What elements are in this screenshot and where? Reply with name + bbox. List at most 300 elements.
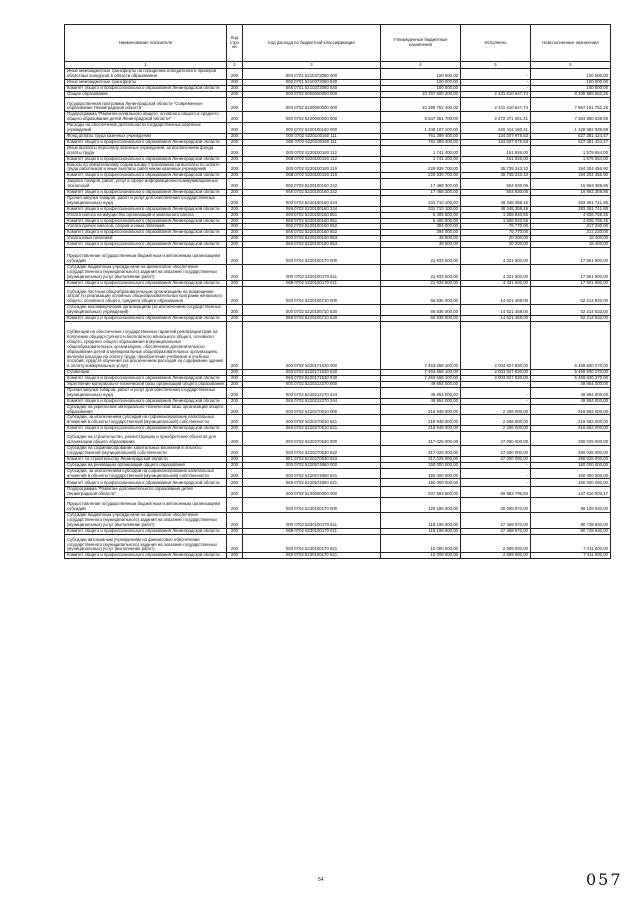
row-budget-code: 068 0702 5220212270 244 — [243, 398, 381, 404]
row-approved: 6 405 600,00 — [381, 218, 461, 224]
row-name: Иные межбюджетные трансферты — [65, 79, 227, 85]
row-approved: 150 000 000,00 — [381, 468, 461, 479]
row-line-code: 200 — [227, 305, 243, 316]
row-executed: 2 589 000,00 — [461, 553, 531, 559]
row-budget-code: 000 0702 5220106710 000 — [243, 286, 381, 305]
row-line-code: 200 — [227, 264, 243, 280]
row-approved: 38 600,00 — [381, 242, 461, 248]
row-remaining: 49 954 000,00 — [531, 398, 611, 404]
row-executed: 2 431 610 647,74 — [461, 97, 531, 112]
row-approved: 38 600,00 — [381, 236, 461, 242]
row-budget-code: 000 0702 5220212270 244 — [243, 387, 381, 398]
row-line-code: 200 — [227, 69, 243, 80]
row-executed: - — [461, 468, 531, 479]
row-name: Комитет общего и профессионального образования Ленинградской области — [65, 206, 227, 212]
row-budget-code: 000 0702 5220100160 111 — [243, 133, 381, 139]
row-budget-code: 000 0702 5220100160 851 — [243, 212, 381, 218]
row-remaining: 17 501 900,00 — [531, 264, 611, 280]
row-line-code: 200 — [227, 112, 243, 123]
row-budget-code: 068 0702 5220100160 853 — [243, 242, 381, 248]
row-name: Субсидии частным общеобразовательным организациям на возмещение затрат по реализации основных общеобразовательных программ начального общего, основного общего, среднего общего образования — [65, 286, 227, 305]
row-name: Комитет общего и профессионального образования Ленинградской области — [65, 218, 227, 224]
row-remaining: 7 364 890 638,59 — [531, 112, 611, 123]
row-approved: 118 198 600,00 — [381, 512, 461, 528]
row-approved: 1 741 400,00 — [381, 145, 461, 156]
row-executed: - — [461, 398, 531, 404]
table-row — [65, 446, 611, 457]
header-budget-code: Код расхода по бюджетной классификации — [243, 25, 381, 62]
row-budget-code: 068 0702 5220100160 242 — [243, 190, 381, 196]
row-executed: 48 348 358,15 — [461, 206, 531, 212]
row-executed: 2 589 000,00 — [461, 534, 531, 553]
row-approved: 49 954 000,00 — [381, 398, 461, 404]
row-remaining: 5 459 830 270,00 — [531, 376, 611, 382]
row-approved: 761 389 400,00 — [381, 139, 461, 145]
row-line-code: 200 — [227, 498, 243, 513]
row-approved: 66 836 000,00 — [381, 286, 461, 305]
row-remaining: 52 214 532,00 — [531, 286, 611, 305]
row-name: Комитет общего и профессионального образования Ленинградской области — [65, 173, 227, 179]
row-name: Фонд оплаты труда казенных учреждений — [65, 133, 227, 139]
page-number: 54 — [318, 877, 324, 883]
row-name: Субвенции — [65, 370, 227, 376]
row-approved: 150 000 000,00 — [381, 479, 461, 487]
row-name: Комитет общего и профессионального образования Ленинградской области — [65, 553, 227, 559]
row-executed: 20 200,00 — [461, 242, 531, 248]
row-budget-code: 000 0702 5230100170 621 — [243, 534, 381, 553]
row-budget-code: 981 0702 5220270630 522 — [243, 456, 381, 462]
row-budget-code: 000 0702 5220270610 000 — [243, 404, 381, 415]
table-row — [65, 123, 611, 134]
row-budget-code: 000 0701 5210372060 540 — [243, 79, 381, 85]
row-remaining: 90 728 630,00 — [531, 512, 611, 528]
row-executed: 27 000 000,00 — [461, 446, 531, 457]
row-executed: - — [461, 462, 531, 468]
row-approved: 21 833 500,00 — [381, 280, 461, 286]
row-remaining: 7 411 000,00 — [531, 534, 611, 553]
row-line-code: 200 — [227, 206, 243, 212]
table-row — [65, 97, 611, 112]
row-executed: 2 266 000,00 — [461, 415, 531, 426]
row-line-code: 200 — [227, 370, 243, 376]
row-approved: 317 025 000,00 — [381, 432, 461, 446]
row-executed: 2 266 000,00 — [461, 426, 531, 432]
table-row — [65, 145, 611, 156]
row-name: Субсидии на софинансирование капитальных вложений в объекты государственной (муниципальной) собственности — [65, 446, 227, 457]
row-executed: 76 770,00 — [461, 224, 531, 230]
row-budget-code: 000 0701 5210372060 000 — [243, 69, 381, 80]
row-name: Субсидии бюджетным учреждениям на финансовое обеспечение государственного (муниципального) задания на оказание государственных (муниципальных) услуг (выполнение работ) — [65, 512, 227, 528]
row-remaining: 150 000 000,00 — [531, 468, 611, 479]
row-approved: 207 593 800,00 — [381, 487, 461, 498]
row-budget-code: 000 0702 5220106710 630 — [243, 305, 381, 316]
row-name: Субсидии некоммерческим организациям (за исключением государственных (муниципальных) учреждений) — [65, 305, 227, 316]
table-row — [65, 479, 611, 487]
row-remaining: 100 000,00 — [531, 85, 611, 91]
row-name: Комитет общего и профессионального образования Ленинградской области — [65, 242, 227, 248]
row-executed: 2 272 471 061,41 — [461, 112, 531, 123]
row-approved: 21 833 500,00 — [381, 264, 461, 280]
row-budget-code: 068 0702 5220270610 521 — [243, 426, 381, 432]
row-remaining: 18 400,00 — [531, 236, 611, 242]
row-approved: 100 000,00 — [381, 69, 461, 80]
row-line-code: 200 — [227, 97, 243, 112]
row-name: Комитет по строительству Ленинградской области — [65, 456, 227, 462]
column-number: 5 — [461, 62, 531, 69]
table-row — [65, 112, 611, 123]
row-name: Комитет общего и профессионального образования Ленинградской области — [65, 156, 227, 162]
row-name: Комитет общего и профессионального образования Ленинградской области — [65, 190, 227, 196]
row-budget-code: 068 0702 5220100170 611 — [243, 280, 381, 286]
row-remaining: 147 610 003,17 — [531, 487, 611, 498]
row-remaining: 317 230,00 — [531, 224, 611, 230]
row-remaining: 1 579 554,00 — [531, 156, 611, 162]
row-line-code: 200 — [227, 236, 243, 242]
row-name: Комитет общего и профессионального образования Ленинградской области — [65, 230, 227, 236]
row-line-code: 200 — [227, 212, 243, 218]
row-name: Субсидии на строительство, реконструкцию и приобретение объектов для организации общего образования — [65, 432, 227, 446]
row-remaining: 49 954 000,00 — [531, 382, 611, 388]
row-remaining: 150 000 000,00 — [531, 479, 611, 487]
row-approved: 317 025 000,00 — [381, 446, 461, 457]
row-executed: 2 266 000,00 — [461, 404, 531, 415]
row-executed: 220 424 160,41 — [461, 123, 531, 134]
table-row — [65, 415, 611, 426]
row-approved: 218 948 000,00 — [381, 404, 461, 415]
row-budget-code: 068 0702 5220171530 530 — [243, 376, 381, 382]
row-executed: 76 770,00 — [461, 230, 531, 236]
row-name: Комитет общего и профессионального образования Ленинградской области — [65, 376, 227, 382]
row-line-code: 200 — [227, 91, 243, 97]
row-line-code: 200 — [227, 376, 243, 382]
row-budget-code: 068 0702 5220100160 852 — [243, 230, 381, 236]
row-executed: 27 469 970,00 — [461, 512, 531, 528]
row-budget-code: 000 0702 5220574860 521 — [243, 468, 381, 479]
row-budget-code: 000 0702 5220270630 000 — [243, 432, 381, 446]
row-executed: 20 200,00 — [461, 236, 531, 242]
row-name: Подпрограмма "Развитие дополнительного образования детей Ленинградской области" — [65, 487, 227, 498]
row-executed: - — [461, 382, 531, 388]
row-name: Субсидии на укрепление материально-технической базы организаций общего образования — [65, 404, 227, 415]
row-budget-code: 000 0702 5220171530 530 — [243, 370, 381, 376]
row-line-code: 200 — [227, 156, 243, 162]
row-approved: 761 389 400,00 — [381, 133, 461, 139]
row-line-code: 200 — [227, 162, 243, 173]
row-remaining: 18 400,00 — [531, 242, 611, 248]
row-name: Уплата прочих налогов, сборов и иных платежей — [65, 224, 227, 230]
row-remaining: 17 501 900,00 — [531, 280, 611, 286]
row-approved: 10 000 000,00 — [381, 534, 461, 553]
row-remaining: 150 000 000,00 — [531, 462, 611, 468]
row-line-code: 200 — [227, 179, 243, 190]
row-executed: 27 000 000,00 — [461, 456, 531, 462]
row-executed: 2 003 827 830,00 — [461, 370, 531, 376]
column-number-row — [65, 62, 611, 69]
row-approved: 317 025 000,00 — [381, 456, 461, 462]
table-row — [65, 387, 611, 398]
row-approved: 49 954 000,00 — [381, 387, 461, 398]
row-name: Закупка товаров, работ, услуг в сфере информационно-коммуникационных технологий — [65, 179, 227, 190]
row-approved: 7 463 658 100,00 — [381, 376, 461, 382]
row-name: Комитет общего и профессионального образования Ленинградской области — [65, 398, 227, 404]
row-budget-code: 000 0702 5220100160 000 — [243, 123, 381, 134]
row-line-code: 200 — [227, 446, 243, 457]
table-row — [65, 404, 611, 415]
row-executed: - — [461, 387, 531, 398]
row-remaining: 16 963 369,95 — [531, 179, 611, 190]
row-remaining: 216 682 000,00 — [531, 426, 611, 432]
row-name: Субсидии автономным учреждениям на финансовое обеспечение государственного (муниципального) задания на оказание государственных (муниципальных) услуг (выполнение работ) — [65, 534, 227, 553]
row-line-code: 200 — [227, 85, 243, 91]
table-row — [65, 264, 611, 280]
table-row — [65, 321, 611, 369]
row-approved: 150 000 000,00 — [381, 462, 461, 468]
row-budget-code: 000 0702 5220100160 112 — [243, 145, 381, 156]
row-approved: 66 836 000,00 — [381, 316, 461, 322]
row-remaining: 100 000,00 — [531, 69, 611, 80]
row-name: Субсидии, за исключением субсидий на софинансирование капитальных вложений в объекты государственной (муниципальной) собственности — [65, 468, 227, 479]
row-approved: 229 939 700,00 — [381, 173, 461, 179]
row-name: Комитет общего и профессионального образования Ленинградской области — [65, 528, 227, 534]
row-line-code: 200 — [227, 398, 243, 404]
row-approved: 9 637 361 700,00 — [381, 112, 461, 123]
table-row — [65, 553, 611, 559]
row-budget-code: 000 0702 0000000000 000 — [243, 91, 381, 97]
row-name: Субсидии бюджетным учреждениям на финансовое обеспечение государственного (муниципального) задания на оказание государственных (муниципальных) услуг (выполнение работ) — [65, 264, 227, 280]
row-budget-code: 000 0702 5220100160 119 — [243, 162, 381, 173]
row-name: Уплата налога на имущество организаций и земельного налога — [65, 212, 227, 218]
row-remaining: 194 204 456,90 — [531, 173, 611, 179]
row-budget-code: 000 0702 5230000000 000 — [243, 487, 381, 498]
row-line-code: 200 — [227, 286, 243, 305]
column-number: 4 — [381, 62, 461, 69]
row-line-code: 200 — [227, 145, 243, 156]
row-budget-code: 000 0702 5220100160 852 — [243, 224, 381, 230]
row-budget-code: 068 0702 5220100160 244 — [243, 206, 381, 212]
row-executed: 4 331 600,00 — [461, 280, 531, 286]
handwritten-sheet-number: 057 — [586, 870, 623, 889]
row-name: Прочая закупка товаров, работ и услуг для обеспечения государственных (муниципальных) нужд — [65, 387, 227, 398]
row-budget-code: 000 0702 5220100160 244 — [243, 195, 381, 206]
row-executed: 161 846,00 — [461, 145, 531, 156]
row-line-code: 200 — [227, 139, 243, 145]
table-row — [65, 432, 611, 446]
row-remaining: 216 682 000,00 — [531, 415, 611, 426]
row-approved: 7 463 658 100,00 — [381, 321, 461, 369]
row-line-code: 200 — [227, 321, 243, 369]
row-line-code: 200 — [227, 479, 243, 487]
row-line-code: 200 — [227, 462, 243, 468]
row-budget-code: 000 0702 5220100170 000 — [243, 248, 381, 265]
table-row — [65, 179, 611, 190]
row-remaining: 283 361 741,85 — [531, 206, 611, 212]
row-line-code: 200 — [227, 123, 243, 134]
row-budget-code: 068 0702 5220100160 111 — [243, 139, 381, 145]
table-row — [65, 534, 611, 553]
row-executed: 35 735 243,10 — [461, 162, 531, 173]
row-approved: 331 710 100,00 — [381, 195, 461, 206]
row-line-code: 200 — [227, 512, 243, 528]
row-approved: 10 398 762 400,00 — [381, 97, 461, 112]
row-executed: 2 431 610 647,74 — [461, 91, 531, 97]
row-budget-code: 000 0702 5220171530 000 — [243, 321, 381, 369]
row-remaining: 8 335 989 552,26 — [531, 91, 611, 97]
row-approved: 10 000 000,00 — [381, 553, 461, 559]
row-line-code: 200 — [227, 553, 243, 559]
row-line-code: 200 — [227, 280, 243, 286]
row-executed: 161 846,00 — [461, 156, 531, 162]
table-body — [65, 69, 611, 559]
row-remaining: 627 381 424,47 — [531, 139, 611, 145]
row-budget-code: 000 0702 5220212270 000 — [243, 382, 381, 388]
row-remaining: 52 214 532,00 — [531, 305, 611, 316]
row-budget-code: 000 0702 5220270610 521 — [243, 415, 381, 426]
row-executed: - — [461, 79, 531, 85]
row-remaining: 4 836 759,45 — [531, 218, 611, 224]
header-line-code: Код стро ки — [227, 25, 243, 62]
row-name: Укрепление материально-технической базы организаций общего образования — [65, 382, 227, 388]
row-line-code: 200 — [227, 316, 243, 322]
row-line-code: 200 — [227, 426, 243, 432]
row-budget-code: 068 0702 5220106710 630 — [243, 316, 381, 322]
row-line-code: 200 — [227, 195, 243, 206]
row-name: Расходы на обеспечение деятельности государственных казенных учреждений — [65, 123, 227, 134]
row-remaining: 17 501 900,00 — [531, 248, 611, 265]
budget-execution-table — [64, 24, 611, 559]
row-approved: 1 349 107 100,00 — [381, 123, 461, 134]
row-approved: 229 939 700,00 — [381, 162, 461, 173]
row-line-code: 200 — [227, 468, 243, 479]
row-approved: 7 463 658 100,00 — [381, 370, 461, 376]
row-name: Прочая закупка товаров, работ и услуг для обеспечения государственных (муниципальных) нужд — [65, 195, 227, 206]
row-name: Комитет общего и профессионального образования Ленинградской области — [65, 426, 227, 432]
row-executed: 59 983 796,83 — [461, 487, 531, 498]
row-line-code: 200 — [227, 79, 243, 85]
row-budget-code: 068 0702 5230100170 621 — [243, 553, 381, 559]
table-row — [65, 305, 611, 316]
row-approved: 1 741 400,00 — [381, 156, 461, 162]
column-number: 6 — [531, 62, 611, 69]
row-approved: 17 468 300,00 — [381, 179, 461, 190]
row-executed: - — [461, 479, 531, 487]
row-approved: 129 198 600,00 — [381, 498, 461, 513]
row-name: Взносы по обязательному социальному страхованию на выплаты по оплате труда работников и иные выплаты работникам казенных учреждений — [65, 162, 227, 173]
row-executed: 48 348 358,15 — [461, 195, 531, 206]
row-remaining: 290 025 000,00 — [531, 456, 611, 462]
row-approved: 331 710 100,00 — [381, 206, 461, 212]
row-remaining: 290 025 000,00 — [531, 446, 611, 457]
row-line-code: 200 — [227, 534, 243, 553]
row-remaining: 49 954 000,00 — [531, 387, 611, 398]
row-remaining: 99 139 630,00 — [531, 498, 611, 513]
row-remaining: 290 025 000,00 — [531, 432, 611, 446]
row-name: Субвенции на обеспечение государственных гарантий реализации прав на получение общедоступного и бесплатного начального общего, основного общего, среднего общего образования в муниципальных общеобразовательных организациях, обеспечение дополнительного образования детей в муниципальных общеобразовательных организациях, включая расходы на оплату труда, приобретение учебников и учебных пособий, средств обучения (за исключением расходов на содержание зданий и оплату коммунальных услуг) — [65, 321, 227, 369]
row-executed: 14 621 468,00 — [461, 316, 531, 322]
row-remaining: 1 579 554,00 — [531, 145, 611, 156]
row-budget-code: 000 0702 5220270630 522 — [243, 446, 381, 457]
row-remaining: 90 728 630,00 — [531, 528, 611, 534]
row-executed: 14 621 468,00 — [461, 305, 531, 316]
row-approved: 6 405 600,00 — [381, 212, 461, 218]
row-remaining: 5 459 830 270,00 — [531, 370, 611, 376]
table-row — [65, 487, 611, 498]
header-indicator-name: Наименование показателя — [65, 25, 227, 62]
row-remaining: 7 411 000,00 — [531, 553, 611, 559]
column-number: 1 — [65, 62, 227, 69]
row-executed: - — [461, 85, 531, 91]
row-line-code: 200 — [227, 415, 243, 426]
row-approved: 100 000,00 — [381, 85, 461, 91]
row-approved: 394 000,00 — [381, 224, 461, 230]
row-budget-code: 068 0702 5230100170 611 — [243, 528, 381, 534]
row-line-code: 200 — [227, 404, 243, 415]
row-line-code: 200 — [227, 230, 243, 236]
row-line-code: 200 — [227, 456, 243, 462]
column-number: 2 — [227, 62, 243, 69]
row-remaining: 216 682 000,00 — [531, 404, 611, 415]
table-row — [65, 512, 611, 528]
row-budget-code: 000 0702 5230100170 611 — [243, 512, 381, 528]
report-sheet — [64, 24, 610, 559]
table-row — [65, 69, 611, 80]
row-name: Субсидии, за исключением субсидий на софинансирование капитальных вложений в объекты государственной (муниципальной) собственности — [65, 415, 227, 426]
row-approved: 218 948 000,00 — [381, 415, 461, 426]
header-remaining: Неисполненные назначения — [531, 25, 611, 62]
row-line-code: 200 — [227, 133, 243, 139]
row-name: Иные выплаты персоналу казенных учреждений, за исключением фонда оплаты труда — [65, 145, 227, 156]
row-name: Комитет общего и профессионального образования Ленинградской области — [65, 85, 227, 91]
row-executed: 504 930,05 — [461, 190, 531, 196]
row-line-code: 200 — [227, 248, 243, 265]
row-remaining: 4 836 759,45 — [531, 212, 611, 218]
row-approved: 218 948 000,00 — [381, 426, 461, 432]
row-budget-code: 068 0701 5210372060 540 — [243, 85, 381, 91]
row-remaining: 16 963 369,95 — [531, 190, 611, 196]
row-budget-code: 000 0702 5220100170 611 — [243, 264, 381, 280]
row-name: Общее образование — [65, 91, 227, 97]
row-name: Комитет общего и профессионального образования Ленинградской области — [65, 139, 227, 145]
row-executed: 4 331 600,00 — [461, 264, 531, 280]
row-name: Комитет общего и профессионального образования Ленинградской области — [65, 316, 227, 322]
header-approved: Утвержденные бюджетные назначения — [381, 25, 461, 62]
row-executed: 14 621 468,00 — [461, 286, 531, 305]
row-approved: 118 198 600,00 — [381, 528, 461, 534]
row-remaining: 7 967 151 752,26 — [531, 97, 611, 112]
row-name: Комитет общего и профессионального образования Ленинградской области — [65, 479, 227, 487]
row-budget-code: 068 0702 5220100160 119 — [243, 173, 381, 179]
table-row — [65, 286, 611, 305]
row-budget-code: 000 0702 5200000000 000 — [243, 97, 381, 112]
table-header-row — [65, 25, 611, 62]
row-approved: 49 954 000,00 — [381, 382, 461, 388]
row-executed: 27 000 000,00 — [461, 432, 531, 446]
row-executed: 504 930,05 — [461, 179, 531, 190]
row-approved: 66 836 000,00 — [381, 305, 461, 316]
row-name: Субсидии на реновацию организаций общего образования — [65, 462, 227, 468]
row-budget-code: 000 0702 5220574860 000 — [243, 462, 381, 468]
row-remaining: 317 230,00 — [531, 230, 611, 236]
row-executed: - — [461, 69, 531, 80]
row-name: Иные межбюджетные трансферты на поощрение победителей и призеров областных конкурсов в области образования — [65, 69, 227, 80]
table-row — [65, 468, 611, 479]
row-name: Подпрограмма "Развитие начального общего, основного общего и среднего общего образования детей Ленинградской области" — [65, 112, 227, 123]
row-remaining: 1 128 682 939,59 — [531, 123, 611, 134]
row-executed: 134 007 975,53 — [461, 133, 531, 139]
row-executed: 1 568 840,55 — [461, 212, 531, 218]
row-budget-code: 000 0702 5230100170 000 — [243, 498, 381, 513]
row-line-code: 200 — [227, 242, 243, 248]
row-line-code: 200 — [227, 224, 243, 230]
